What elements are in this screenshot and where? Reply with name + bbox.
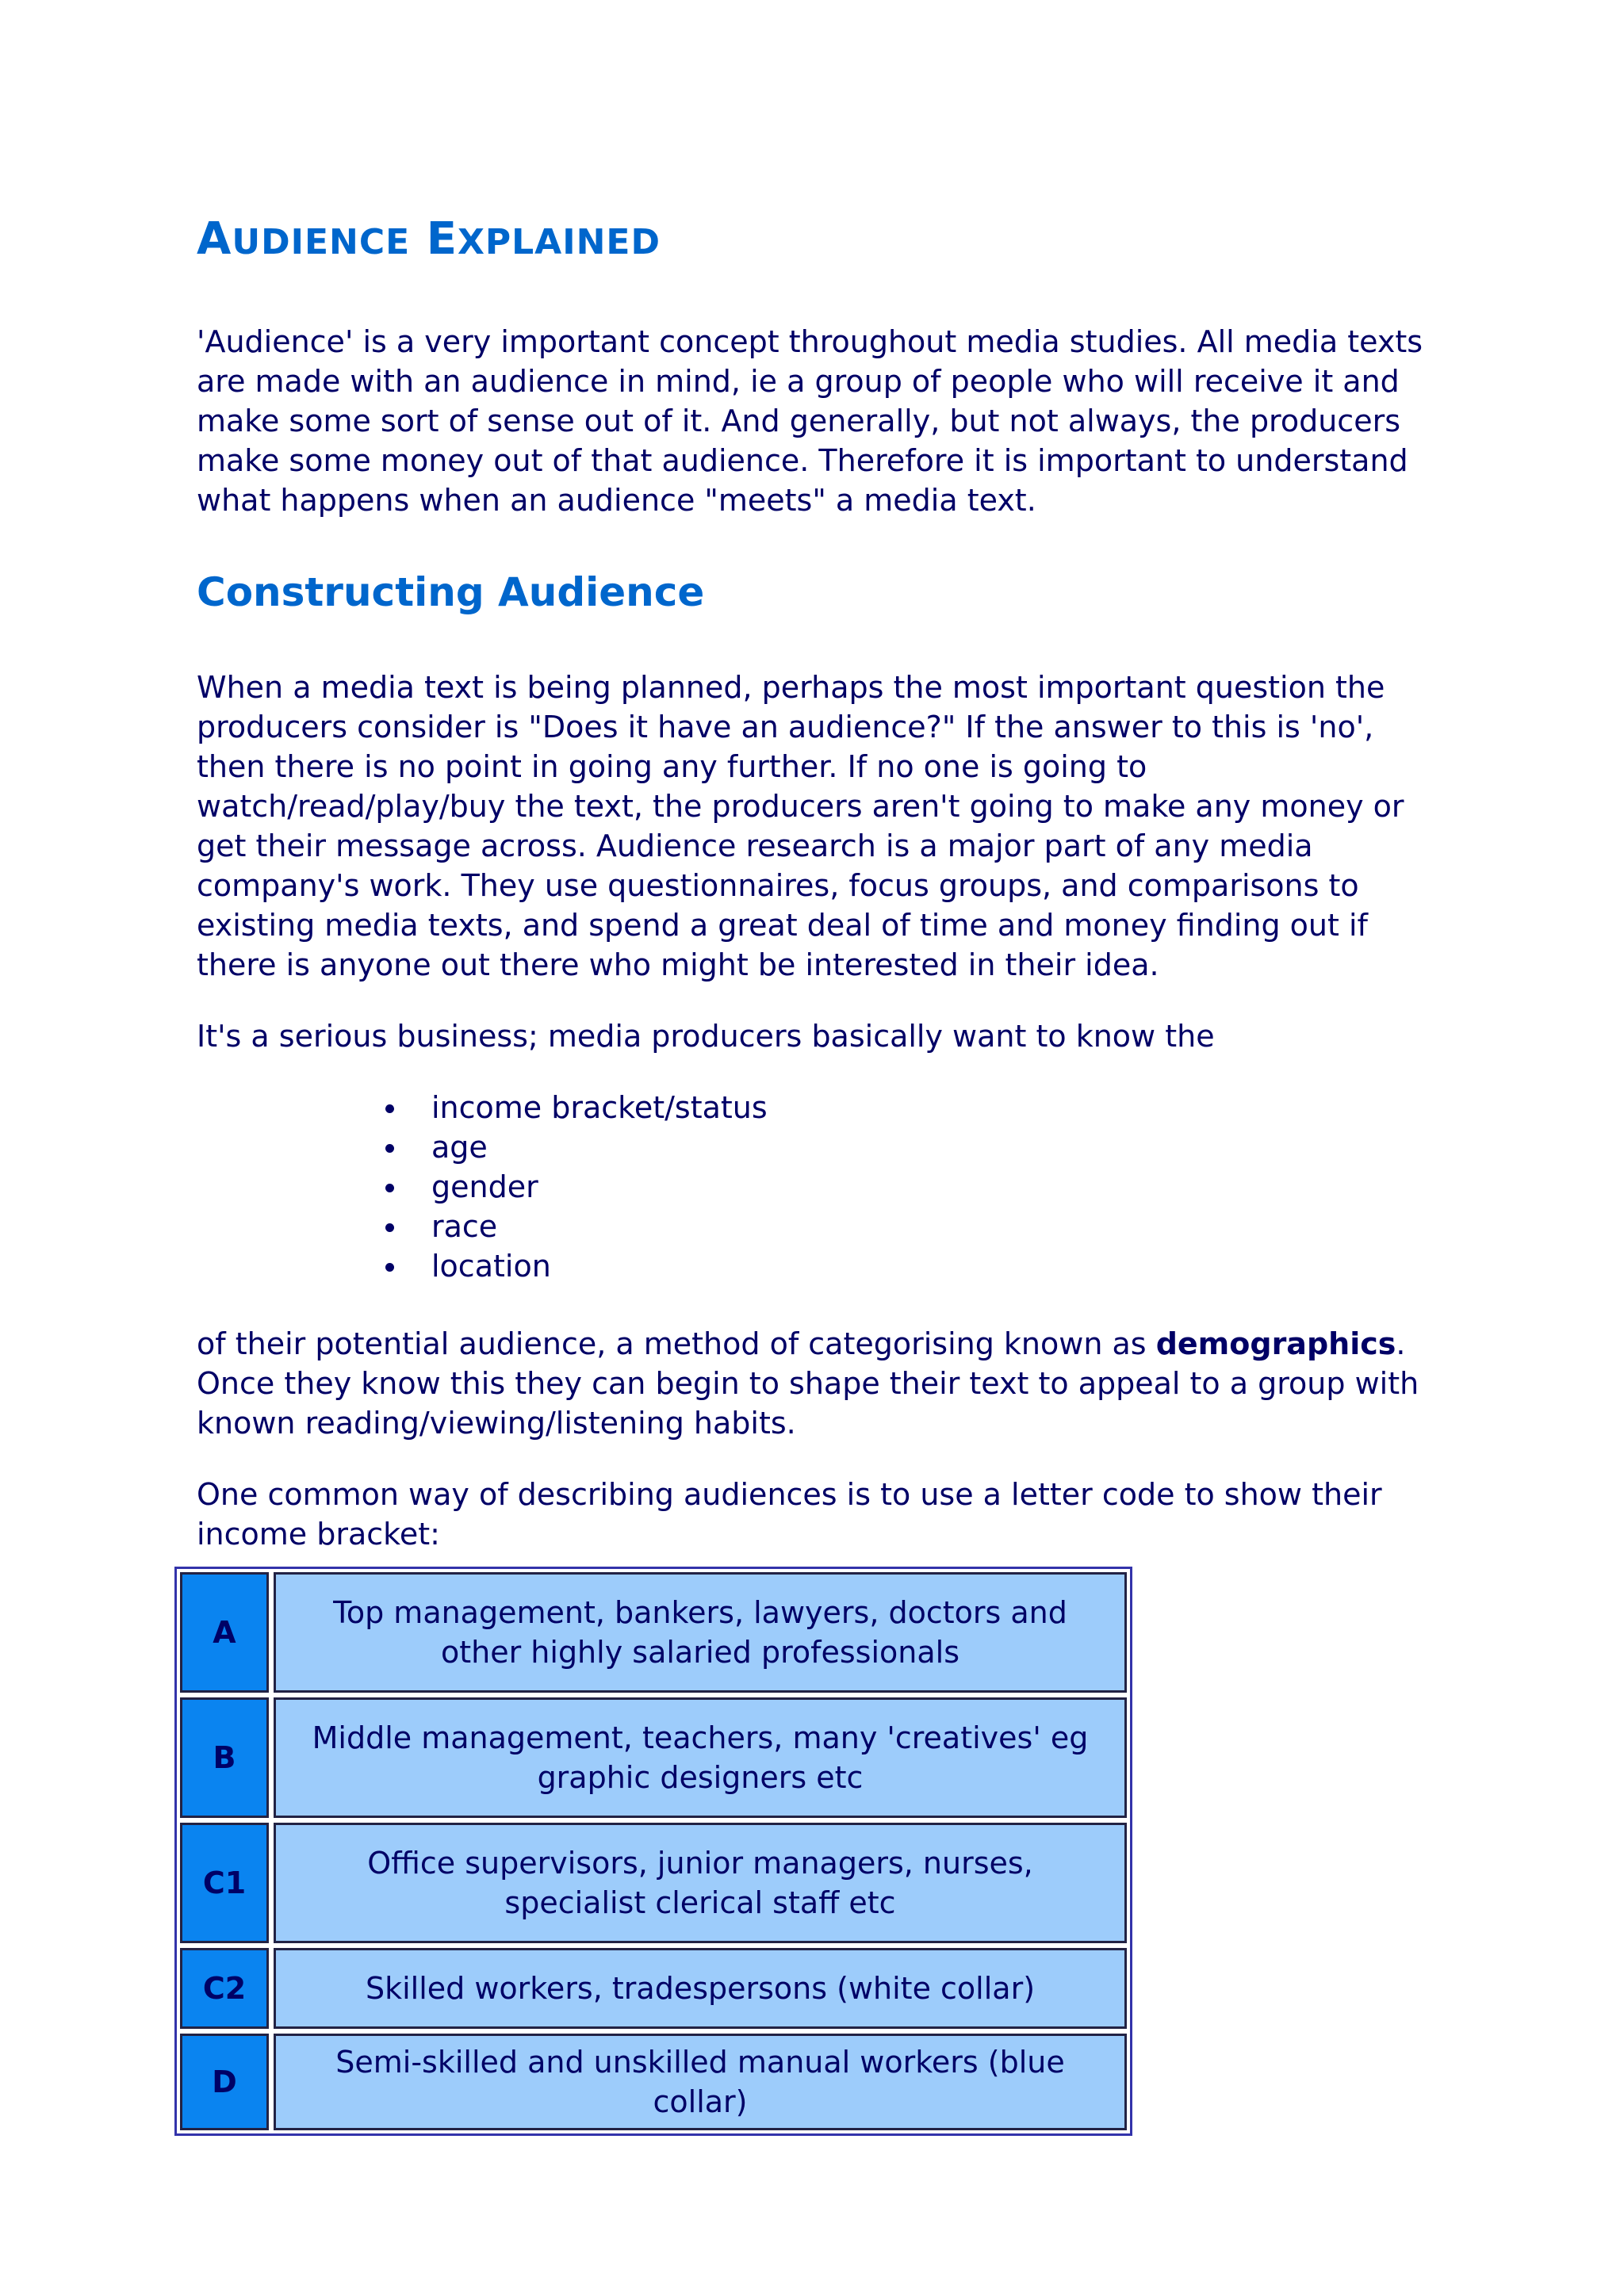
income-table-grid: [180, 1567, 1127, 2135]
list-item: location: [431, 1246, 1434, 1286]
income-code-cell: D: [180, 2034, 269, 2130]
income-code-cell: C1: [180, 1823, 269, 1943]
page-title: [197, 208, 1434, 274]
income-description-cell: Semi-skilled and unskilled manual workers (blue collar): [274, 2034, 1127, 2130]
document-page: [197, 208, 1434, 1586]
income-code-cell: B: [180, 1697, 269, 1818]
income-description-cell: Middle management, teachers, many 'creatives' eg graphic designers etc: [274, 1697, 1127, 1818]
income-description-cell: Office supervisors, junior managers, nurses, specialist clerical staff etc: [274, 1823, 1127, 1943]
demographic-list: [197, 1088, 1434, 1286]
demographics-term: demographics: [1155, 1326, 1396, 1361]
planning-paragraph: When a media text is being planned, perhaps the most important question the producers consider is "Does it have an audience?" If the answer to this is 'no', then there is no point in going any further. If no one is going to watch/read/play/buy the text, the producers aren't going to make any money or get their message across. Audience research is a major part of any media company's work. They use questionnaires, focus groups, and comparisons to existing media texts, and spend a great deal of time and money finding out if there is anyone out there who might be interested in their idea.: [197, 670, 1404, 982]
demographics-text-before: of their potential audience, a method of categorising known as: [197, 1326, 1156, 1361]
demographics-text-after: . Once they know this they can begin to shape their text to appeal to a group with known reading/viewing/listening habits.: [197, 1326, 1419, 1441]
letter-code-paragraph: One common way of describing audiences is to use a letter code to show their income bracket:: [197, 1477, 1382, 1552]
income-description-cell: Top management, bankers, lawyers, doctors and other highly salaried professionals: [274, 1572, 1127, 1693]
section-heading: Constructing Audience: [197, 569, 705, 615]
title-first-initial: A: [197, 213, 232, 265]
income-code-cell: A: [180, 1572, 269, 1693]
list-item: age: [431, 1127, 1434, 1167]
list-item: gender: [431, 1167, 1434, 1207]
list-item: race: [431, 1207, 1434, 1246]
table-row: [180, 2034, 1127, 2130]
title-second-rest: XPLAINED: [457, 222, 661, 262]
title-second-initial: E: [426, 213, 458, 265]
income-table: [174, 1567, 1132, 2136]
list-item: income bracket/status: [431, 1088, 1434, 1127]
table-row: [180, 1948, 1127, 2029]
demographics-paragraph: [197, 1324, 1434, 1443]
business-paragraph: It's a serious business; media producers basically want to know the: [197, 1019, 1215, 1054]
title-first-rest: UDIENCE: [232, 222, 411, 262]
income-description-cell: Skilled workers, tradespersons (white collar): [274, 1948, 1127, 2029]
income-code-cell: C2: [180, 1948, 269, 2029]
table-row: [180, 1823, 1127, 1943]
intro-paragraph: 'Audience' is a very important concept throughout media studies. All media texts are made with an audience in mind, ie a group of people who will receive it and make some sort of sense out of it. And generally, but not always, the producers make some money out of that audience. Therefore it is important to understand what happens when an audience "meets" a media text.: [197, 324, 1423, 518]
table-row: [180, 1697, 1127, 1818]
table-row: [180, 1572, 1127, 1693]
